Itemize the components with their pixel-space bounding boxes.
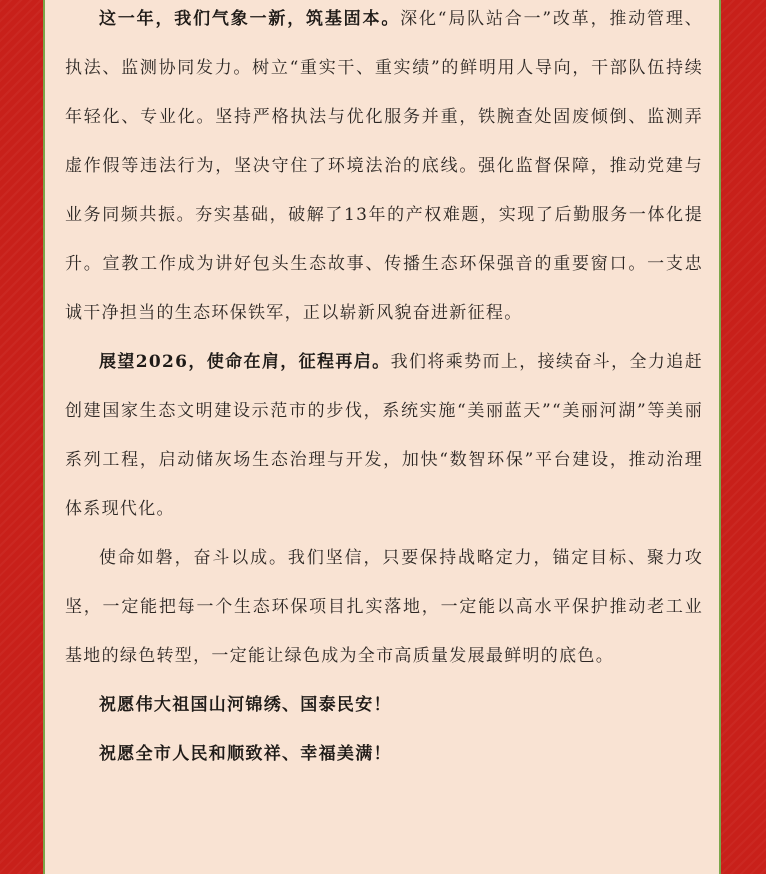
paragraph-outlook-2026: [65, 338, 703, 534]
wish-line-country: [65, 681, 703, 730]
wish-text: 祝愿全市人民和顺致祥、幸福美满！: [99, 744, 392, 764]
paragraph-mission: [65, 534, 703, 681]
article-content: [65, 0, 703, 779]
paragraph-lead: 展望2026，使命在肩，征程再启。: [99, 352, 391, 372]
article-paper: [43, 0, 721, 874]
wish-line-citizens: [65, 730, 703, 779]
paragraph-year-review: [65, 0, 703, 338]
paragraph-lead: 这一年，我们气象一新，筑基固本。: [99, 9, 401, 29]
wish-text: 祝愿伟大祖国山河锦绣、国泰民安！: [99, 695, 392, 715]
paragraph-body: 我们将乘势而上，接续奋斗，全力追赶创建国家生态文明建设示范市的步伐，系统实施“美丽蓝天”“美丽河湖”等美丽系列工程，启动储灰场生态治理与开发，加快“数智环保”平台建设，推动治理体系现代化。: [65, 352, 703, 519]
paragraph-body: 使命如磐，奋斗以成。我们坚信，只要保持战略定力，锚定目标、聚力攻坚，一定能把每一个生态环保项目扎实落地，一定能以高水平保护推动老工业基地的绿色转型，一定能让绿色成为全市高质量发展最鲜明的底色。: [65, 548, 703, 666]
paragraph-body: 深化“局队站合一”改革，推动管理、执法、监测协同发力。树立“重实干、重实绩”的鲜明用人导向，干部队伍持续年轻化、专业化。坚持严格执法与优化服务并重，铁腕查处固废倾倒、监测弄虚作假等违法行为，坚决守住了环境法治的底线。强化监督保障，推动党建与业务同频共振。夯实基础，破解了13年的产权难题，实现了后勤服务一体化提升。宣教工作成为讲好包头生态故事、传播生态环保强音的重要窗口。一支忠诚干净担当的生态环保铁军，正以崭新风貌奋进新征程。: [65, 9, 703, 323]
